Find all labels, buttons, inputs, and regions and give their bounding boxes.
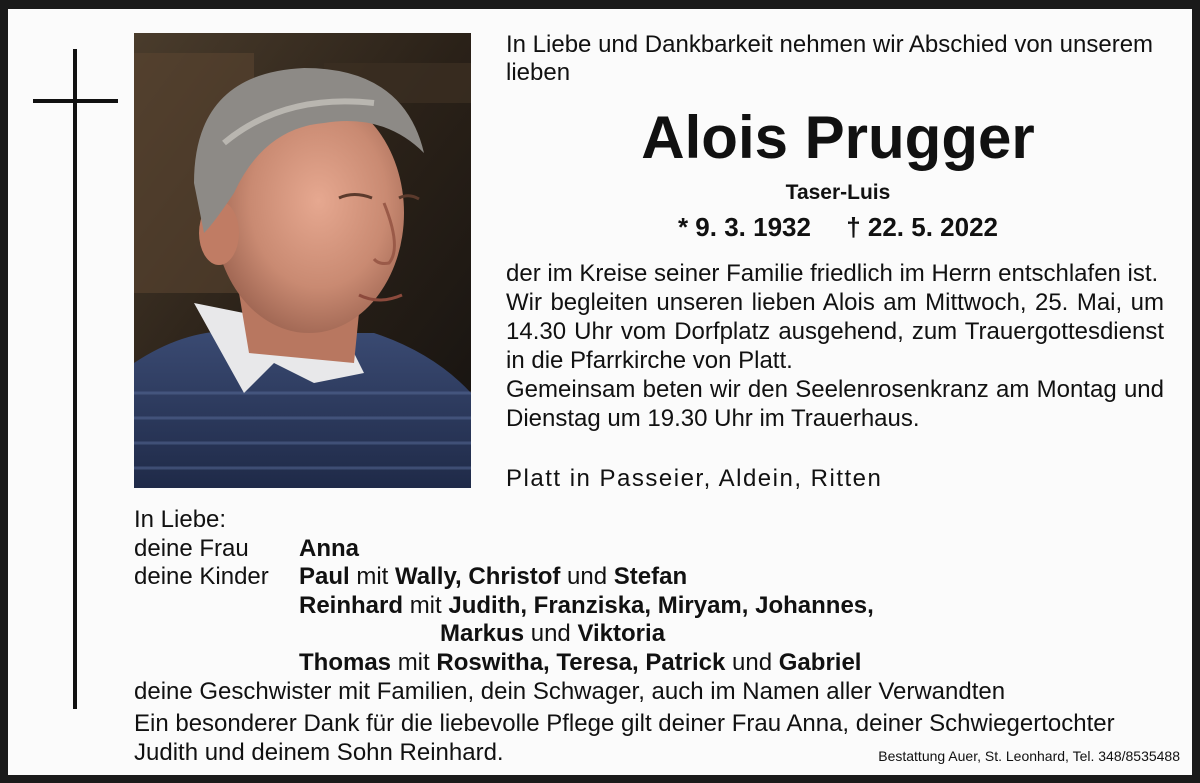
child-thomas-line: Thomas mit Roswitha, Teresa, Patrick und Gabriel <box>299 648 862 676</box>
undertaker-info: Bestattung Auer, St. Leonhard, Tel. 348/8535488 <box>878 748 1180 764</box>
funeral-text: Wir begleiten unseren lieben Alois am Mittwoch, 25. Mai, um 14.30 Uhr vom Dorfplatz ausgehend, zum Trauergottesdienst in die Pfarrkirche von Platt. <box>506 289 1164 374</box>
birth-date: * 9. 3. 1932 <box>677 212 811 242</box>
obituary-card <box>8 9 1192 775</box>
life-dates <box>506 211 1170 243</box>
deceased-nickname: Taser-Luis <box>785 181 891 204</box>
mourners-heading: In Liebe: <box>134 506 227 533</box>
siblings-line: deine Geschwister mit Familien, dein Schwager, auch im Namen aller Verwandten <box>134 677 1006 705</box>
death-date: † 22. 5. 2022 <box>846 212 999 242</box>
rosary-text: Gemeinsam beten wir den Seelenrosenkranz am Montag und Dienstag um 19.30 Uhr im Trauerhaus. <box>506 376 1164 432</box>
cross-icon <box>73 49 77 709</box>
children-label: deine Kinder <box>134 563 269 591</box>
places-line: Platt in Passeier, Aldein, Ritten <box>506 465 883 492</box>
cross-icon-bar <box>33 99 118 103</box>
announcement-text <box>506 259 1164 433</box>
child-reinhard-line: Reinhard mit Judith, Franziska, Miryam, Johannes, <box>299 591 874 619</box>
passing-text: der im Kreise seiner Familie friedlich im Herrn entschlafen ist. <box>506 260 1159 287</box>
deceased-name: Alois Prugger <box>641 104 1035 171</box>
thanks-text: Ein besonderer Dank für die liebevolle Pflege gilt deiner Frau Anna, deiner Schwiegertochter Judith und deinem Sohn Reinhard. <box>134 710 1115 766</box>
child-reinhard-line-2: Markus und Viktoria <box>440 620 666 648</box>
wife-name: Anna <box>299 534 359 562</box>
child-paul-line: Paul mit Wally, Christof und Stefan <box>299 563 688 591</box>
intro-text: In Liebe und Dankbarkeit nehmen wir Abschied von unserem lieben <box>506 31 1154 86</box>
portrait-photo <box>134 33 471 488</box>
mourners-list <box>134 506 1174 706</box>
wife-label: deine Frau <box>134 534 249 562</box>
